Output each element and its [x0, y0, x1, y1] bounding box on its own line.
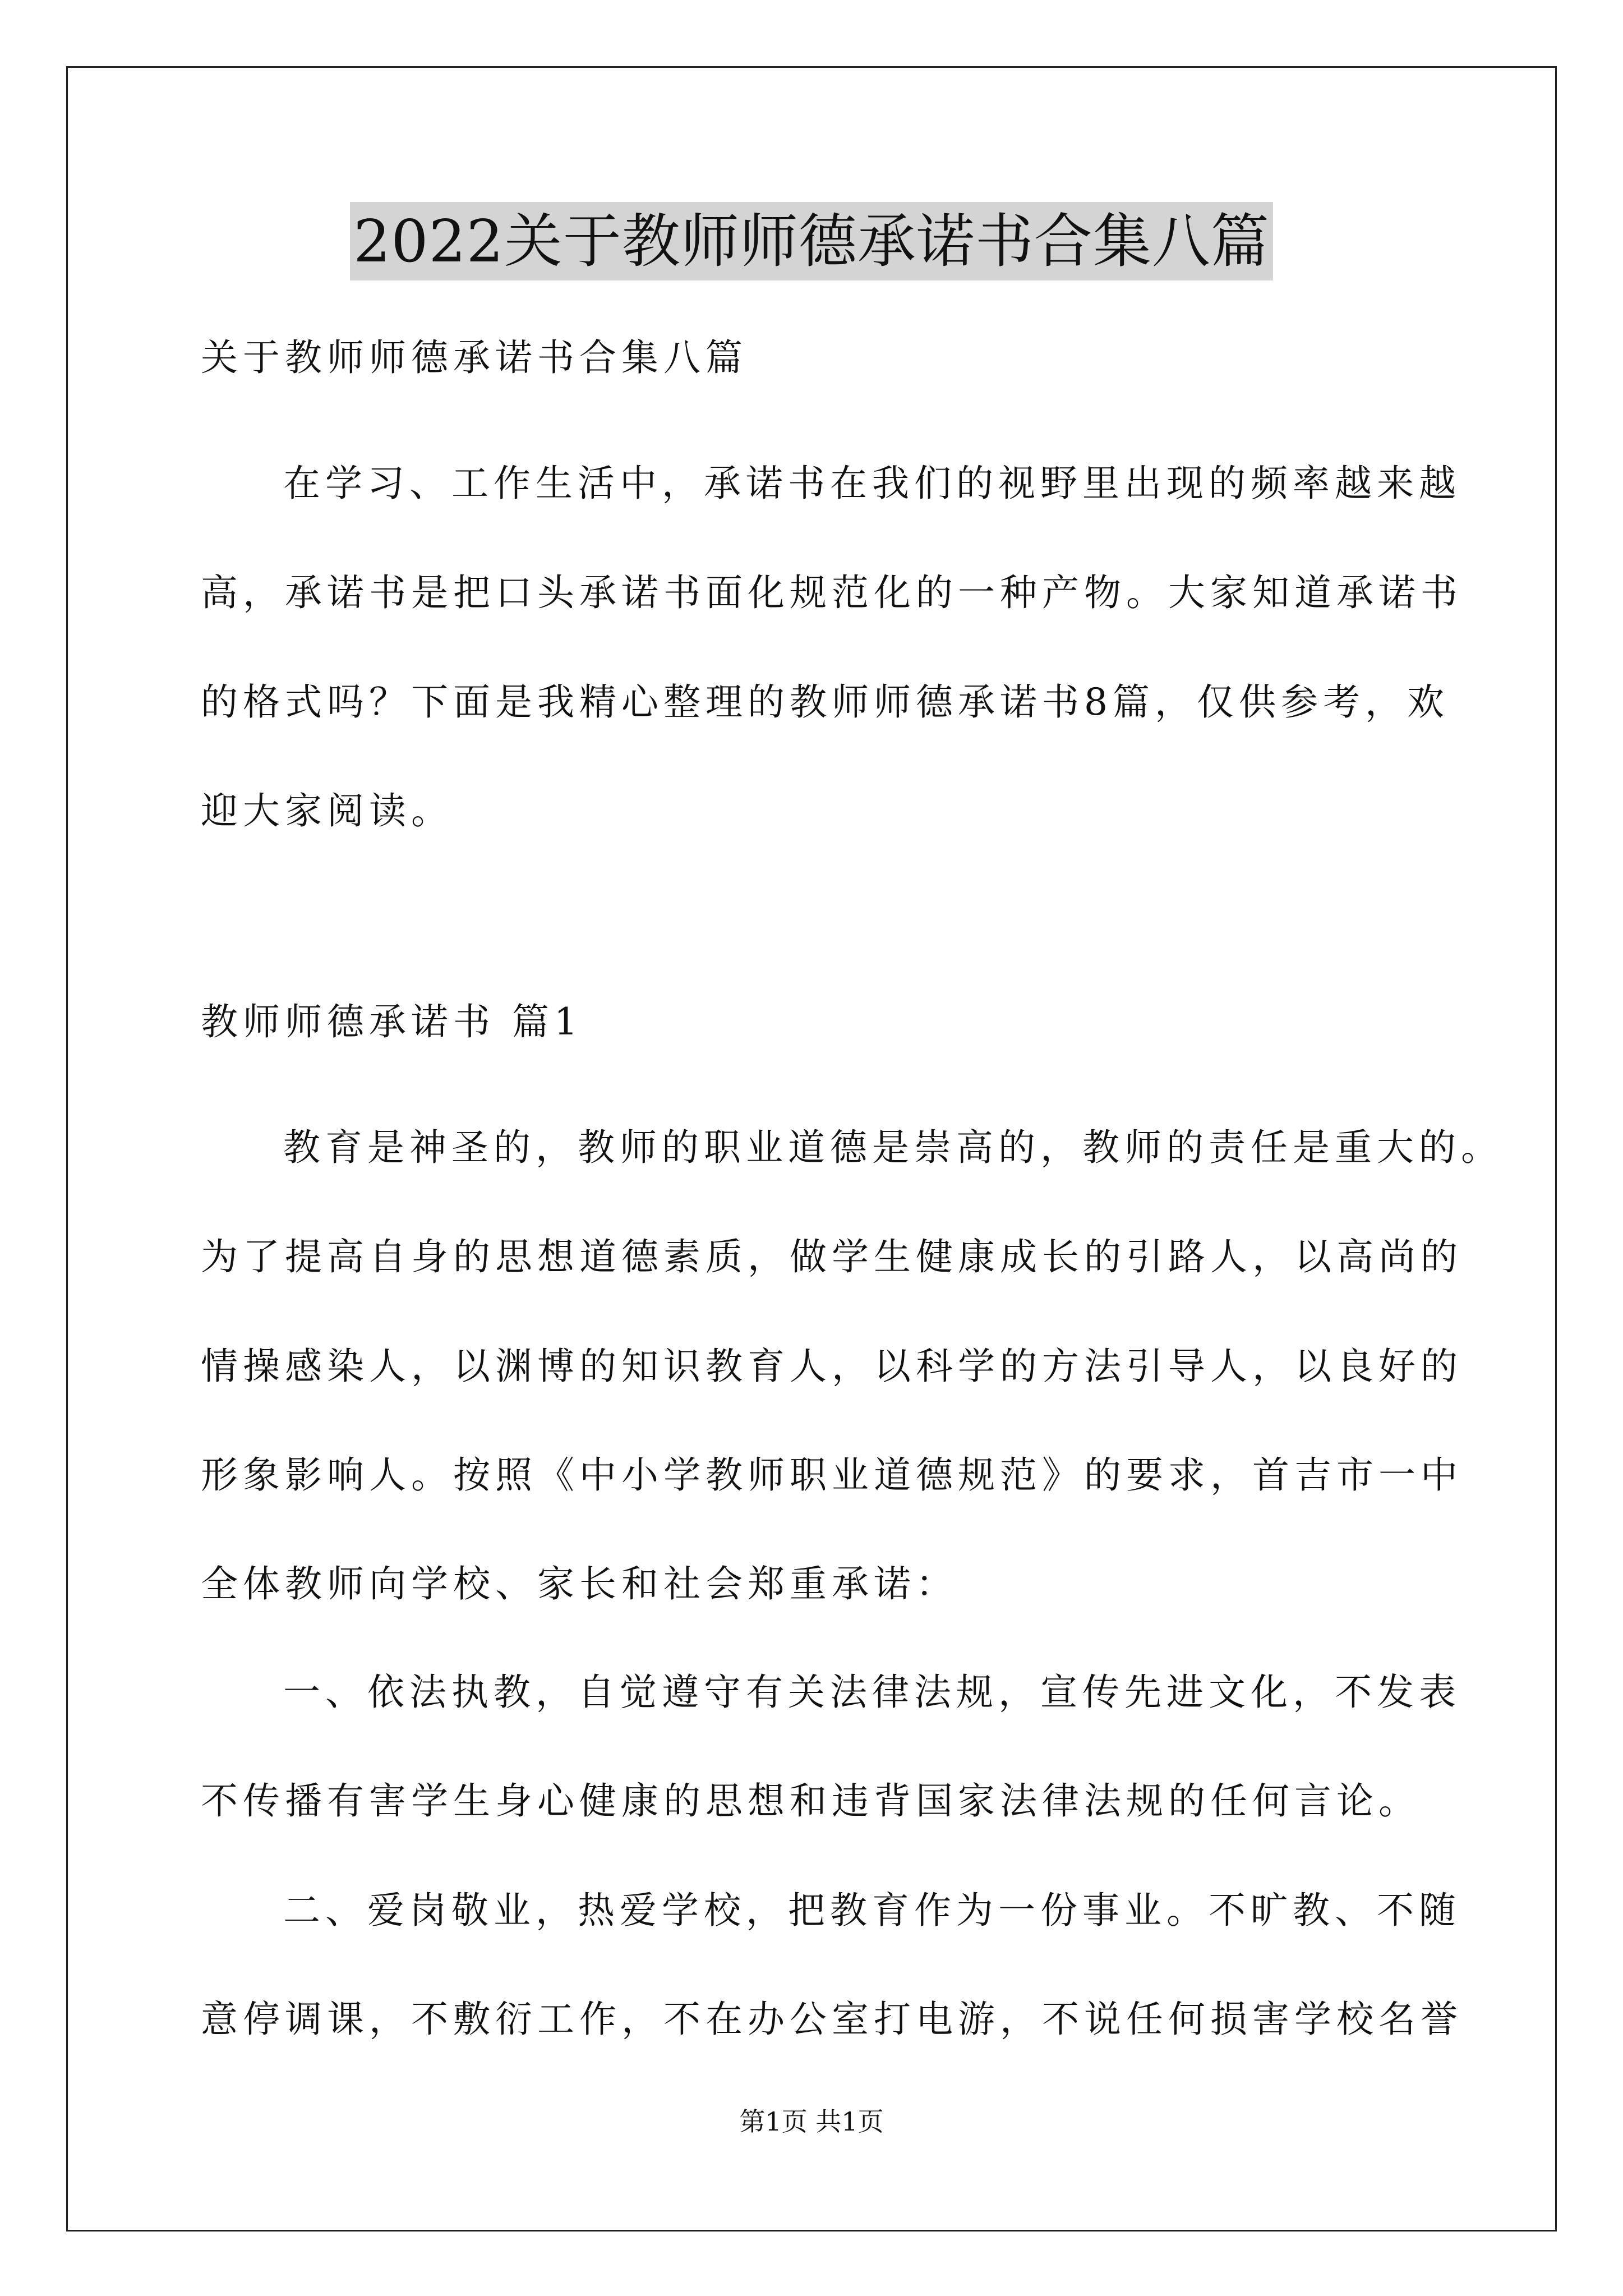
body-line: 教育是神圣的，教师的职业道德是崇高的，教师的责任是重大的。	[283, 1126, 1503, 1169]
intro-line: 在学习、工作生活中，承诺书在我们的视野里出现的频率越来越	[283, 462, 1461, 505]
body-line: 二、爱岗敬业，热爱学校，把教育作为一份事业。不旷教、不随	[283, 1889, 1461, 1932]
body-line: 为了提高自身的思想道德素质，做学生健康成长的引路人，以高尚的	[201, 1235, 1463, 1278]
body-line: 不传播有害学生身心健康的思想和违背国家法律法规的任何言论。	[201, 1779, 1421, 1823]
document-subtitle: 关于教师师德承诺书合集八篇	[201, 336, 748, 379]
document-title: 2022关于教师师德承诺书合集八篇	[350, 202, 1273, 280]
intro-line: 的格式吗？下面是我精心整理的教师师德承诺书8篇，仅供参考，欢	[201, 680, 1449, 724]
body-line: 形象影响人。按照《中小学教师职业道德规范》的要求，首吉市一中	[201, 1453, 1463, 1497]
body-line: 一、依法执教，自觉遵守有关法律法规，宣传先进文化，不发表	[283, 1671, 1461, 1714]
section-heading: 教师师德承诺书 篇1	[201, 1000, 583, 1043]
page-footer: 第1页 共1页	[739, 2106, 884, 2137]
body-line: 情操感染人，以渊博的知识教育人，以科学的方法引导人，以良好的	[201, 1345, 1463, 1388]
intro-line: 高，承诺书是把口头承诺书面化规范化的一种产物。大家知道承诺书	[201, 571, 1463, 614]
intro-line: 迎大家阅读。	[201, 789, 453, 832]
body-line: 全体教师向学校、家长和社会郑重承诺：	[201, 1562, 958, 1605]
body-line: 意停调课，不敷衍工作，不在办公室打电游，不说任何损害学校名誉	[201, 1998, 1463, 2041]
title-container	[0, 202, 1623, 280]
